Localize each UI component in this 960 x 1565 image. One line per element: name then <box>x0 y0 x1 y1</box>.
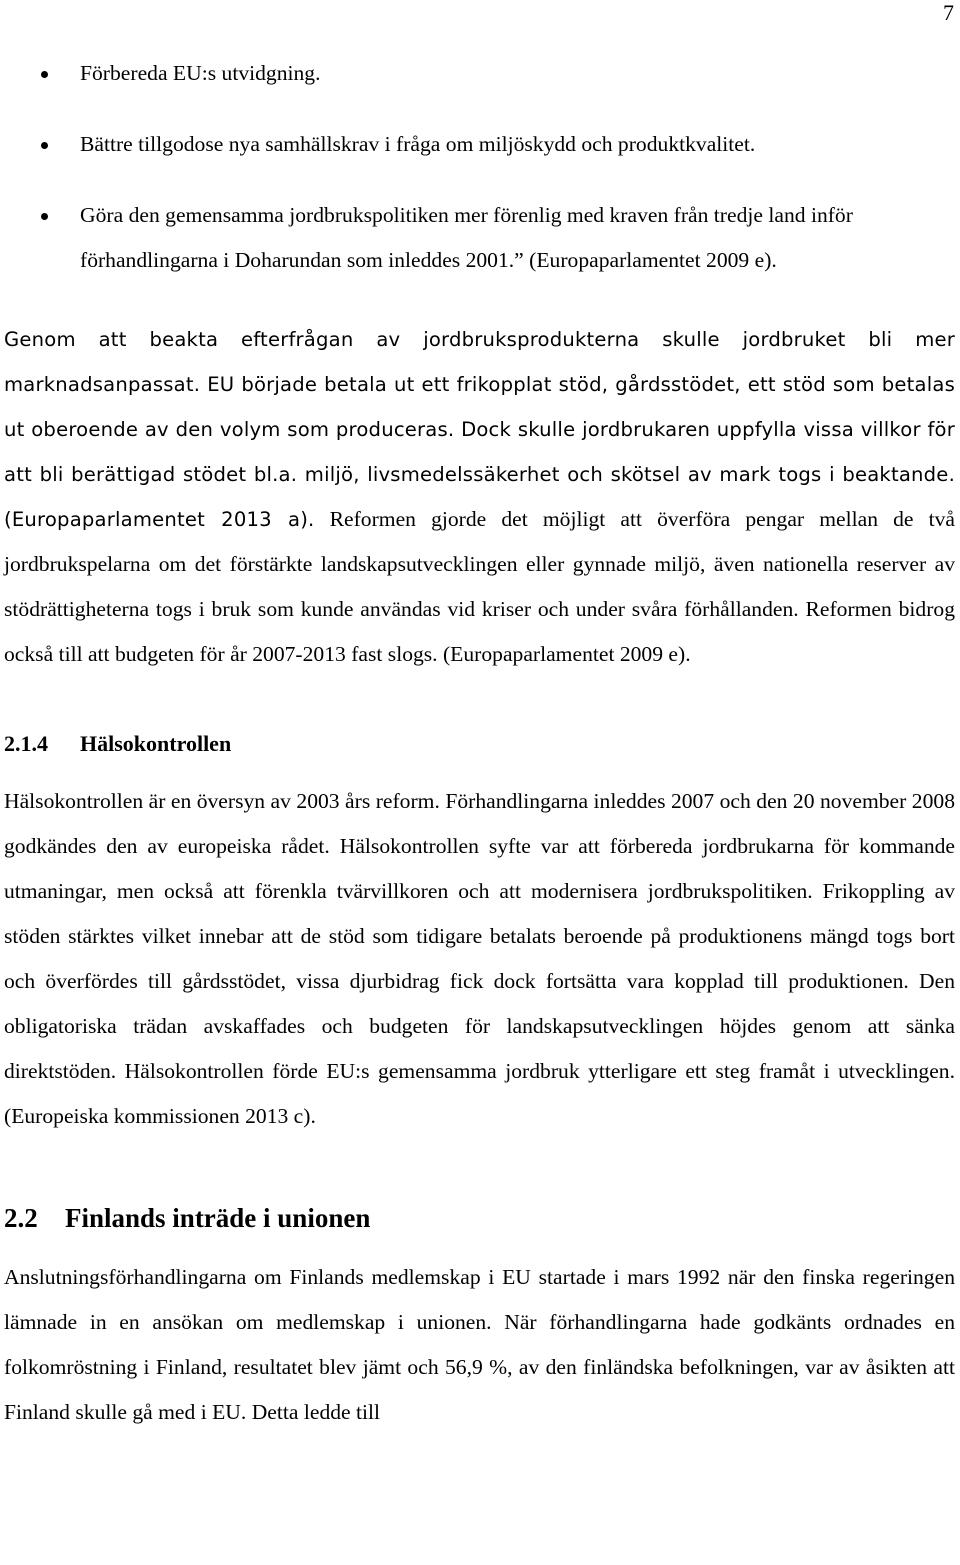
document-body <box>4 51 955 1435</box>
list-item-text: Bättre tillgodose nya samhällskrav i fråga om miljöskydd och produktkvalitet. <box>80 132 756 156</box>
paragraph-sans-part: Genom att beakta efterfrågan av jordbruksprodukterna skulle jordbruket bli mer marknadsanpassat. EU började betala ut ett frikopplat stöd, gårdsstödet, ett stöd som betalas ut oberoende av den volym som produceras. Dock skulle jordbrukaren uppfylla vissa villkor för att bli berättigad stödet bl.a. miljö, livsmedelssäkerhet och skötsel av mark togs i beaktande. (Europaparlamentet 2013 a). <box>4 328 955 531</box>
section-title: Finlands inträde i unionen <box>65 1203 371 1233</box>
paragraph-finland-accession: Anslutningsförhandlingarna om Finlands medlemskap i EU startade i mars 1992 när den finska regeringen lämnade in en ansökan om medlemskap i unionen. När förhandlingarna hade godkänts ordnades en folkomröstning i Finland, resultatet blev jämt och 56,9 %, av den finländska befolkningen, var av åsikten att Finland skulle gå med i EU. Detta ledde till <box>4 1265 955 1424</box>
paragraph-health-check: Hälsokontrollen är en översyn av 2003 års reform. Förhandlingarna inleddes 2007 och den 20 november 2008 godkändes den av europeiska rådet. Hälsokontrollen syfte var att förbereda jordbrukarna för kommande utmaningar, men också att förenkla tvärvillkoren och att modernisera jordbrukspolitiken. Frikoppling av stöden stärktes vilket innebar att de stöd som tidigare betalats beroende på produktionens mängd togs bort och överfördes till gårdsstödet, vissa djurbidrag fick dock fortsätta vara kopplad till produktionen. Den obligatoriska trädan avskaffades och budgeten för landskapsutvecklingen höjdes genom att sänka direktstöden. Hälsokontrollen förde EU:s gemensamma jordbruk ytterligare ett steg framåt i utvecklingen. (Europeiska kommissionen 2013 c). <box>4 789 955 1128</box>
paragraph-serif-part: Reformen gjorde det möjligt att överföra pengar mellan de två jordbrukspelarna om det förstärkte landskapsutvecklingen eller gynnade miljö, även nationella reserver av stödrättigheterna togs i bruk som kunde användas vid kriser och under svåra förhållanden. Reformen bidrog också till att budgeten för år 2007-2013 fast slogs. (Europaparlamentet 2009 e). <box>4 507 955 666</box>
list-item <box>4 193 955 283</box>
bullet-icon <box>41 142 48 149</box>
section-heading-2-2 <box>4 1201 955 1235</box>
bullet-icon <box>41 71 48 78</box>
list-item <box>4 122 955 167</box>
bullet-list <box>4 51 955 283</box>
list-item-text: Förbereda EU:s utvidgning. <box>80 61 321 85</box>
list-item <box>4 51 955 96</box>
section-title: Hälsokontrollen <box>80 731 232 756</box>
list-item-text: Göra den gemensamma jordbrukspolitiken mer förenlig med kraven från tredje land inför förhandlingarna i Doharundan som inleddes 2001.” (Europaparlamentet 2009 e). <box>80 203 853 272</box>
paragraph-market-reform <box>4 317 955 677</box>
bullet-icon <box>41 213 48 220</box>
section-number: 2.2 <box>4 1203 38 1233</box>
page-number: 7 <box>943 0 954 25</box>
section-heading-2-1-4 <box>4 729 955 759</box>
section-number: 2.1.4 <box>4 731 48 756</box>
